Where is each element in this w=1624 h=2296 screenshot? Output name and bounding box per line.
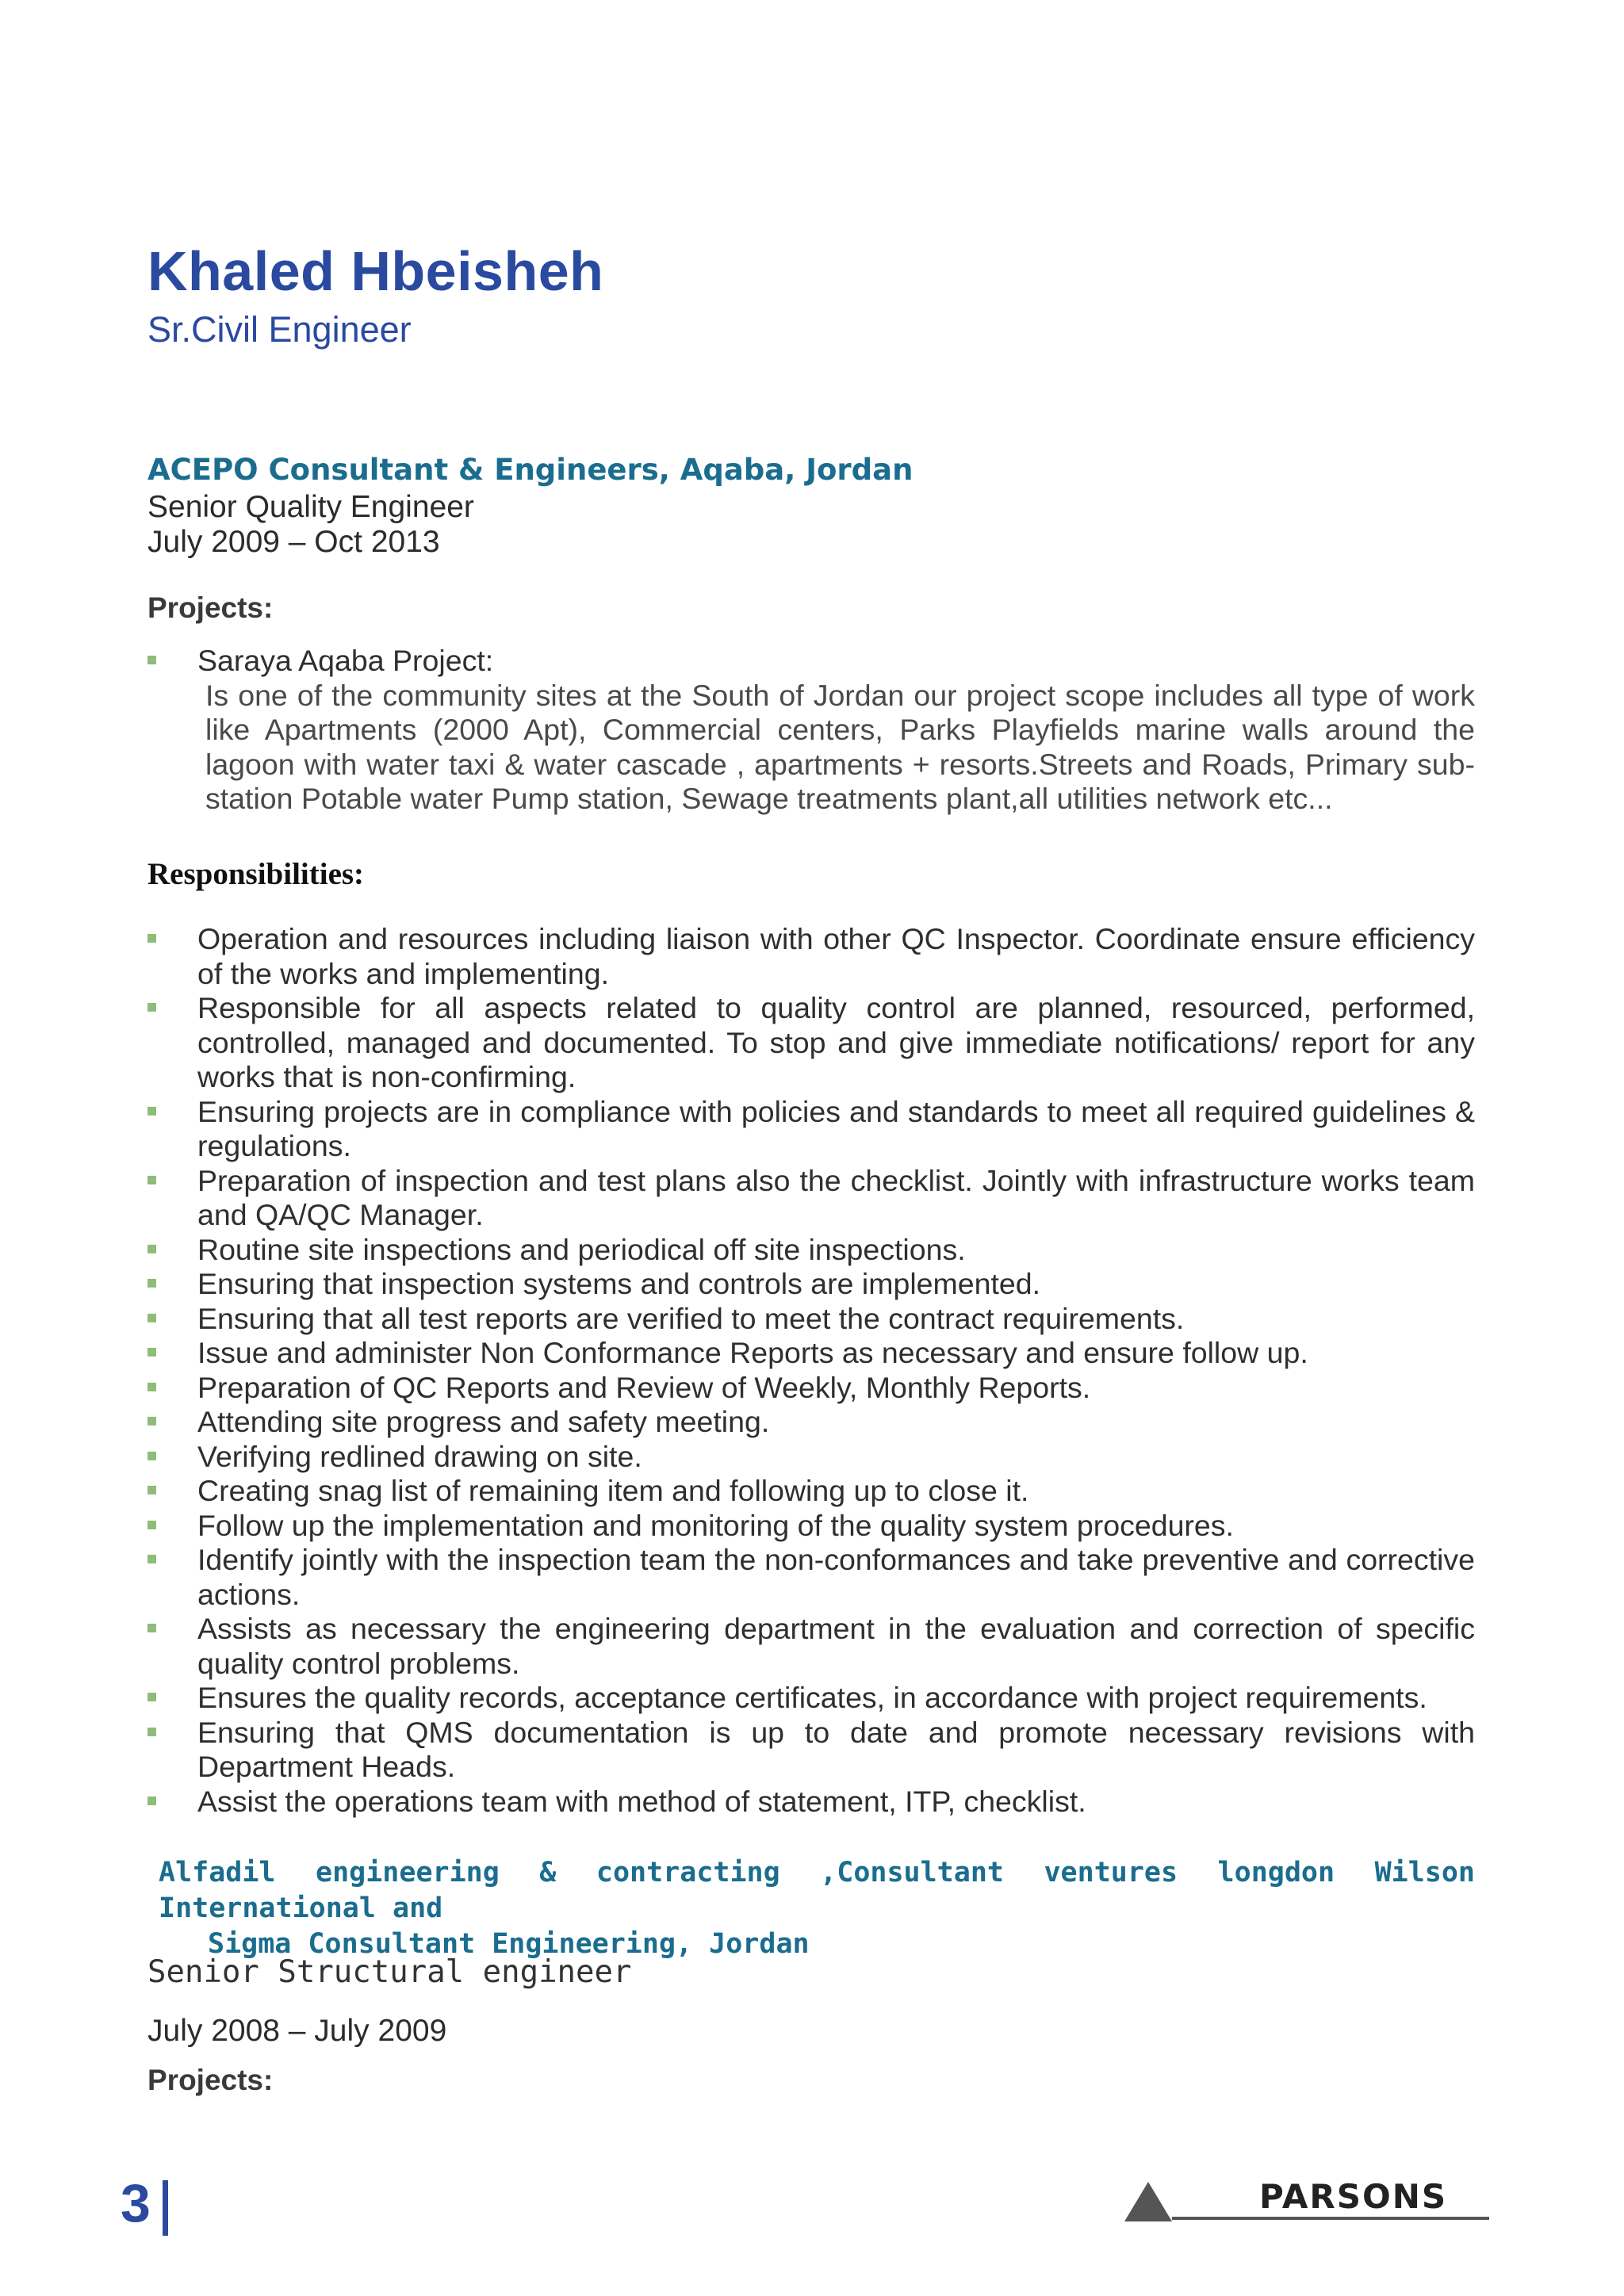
parsons-logo bbox=[1124, 2177, 1491, 2225]
square-bullet-icon bbox=[147, 1521, 156, 1529]
responsibility-item bbox=[147, 1716, 1475, 1785]
project-title: Saraya Aqaba Project: bbox=[197, 644, 494, 677]
responsibility-text: Ensuring that inspection systems and controls are implemented. bbox=[197, 1267, 1041, 1300]
responsibility-item bbox=[147, 1371, 1475, 1406]
project-item bbox=[147, 644, 1475, 817]
square-bullet-icon bbox=[147, 1417, 156, 1425]
job1-period: July 2009 – Oct 2013 bbox=[147, 525, 440, 559]
responsibility-text: Routine site inspections and periodical off site inspections. bbox=[197, 1232, 966, 1266]
responsibility-text: Preparation of QC Reports and Review of Weekly, Monthly Reports. bbox=[197, 1370, 1091, 1404]
square-bullet-icon bbox=[147, 934, 156, 943]
job2-company bbox=[159, 1855, 1475, 1962]
job2-company-line2: Sigma Consultant Engineering, Jordan bbox=[208, 1928, 810, 1960]
page-number-bar bbox=[163, 2180, 168, 2236]
responsibility-item bbox=[147, 922, 1475, 991]
job2-period: July 2008 – July 2009 bbox=[147, 2014, 447, 2048]
square-bullet-icon bbox=[147, 1003, 156, 1012]
responsibility-text: Follow up the implementation and monitoring of the quality system procedures. bbox=[197, 1508, 1234, 1542]
square-bullet-icon bbox=[147, 1279, 156, 1288]
responsibility-item bbox=[147, 1095, 1475, 1164]
responsibility-text: Ensures the quality records, acceptance certificates, in accordance with project requirements. bbox=[197, 1681, 1427, 1714]
responsibility-item bbox=[147, 1302, 1475, 1337]
square-bullet-icon bbox=[147, 1486, 156, 1494]
square-bullet-icon bbox=[147, 1797, 156, 1805]
responsibility-item bbox=[147, 1785, 1475, 1820]
square-bullet-icon bbox=[147, 1107, 156, 1115]
responsibilities-list bbox=[147, 922, 1475, 1819]
responsibility-text: Ensuring that QMS documentation is up to date and promote necessary revisions with Department Heads. bbox=[197, 1715, 1475, 1783]
candidate-role: Sr.Civil Engineer bbox=[147, 309, 412, 350]
job2-title: Senior Structural engineer bbox=[147, 1954, 632, 1990]
project-description: Is one of the community sites at the South of Jordan our project scope includes all type of work like Apartments (2000 Apt), Commercial centers, Parks Playfields marine walls around the lagoon with water taxi & water cascade , apartments + resorts.Streets and Roads, Primary sub-station Potable water Pump station, Sewage treatments plant,all utilities network etc... bbox=[205, 678, 1475, 815]
responsibility-text: Preparation of inspection and test plans also the checklist. Jointly with infrastructure works team and QA/QC Manager. bbox=[197, 1163, 1475, 1231]
job1-title: Senior Quality Engineer bbox=[147, 490, 474, 524]
responsibility-item bbox=[147, 1267, 1475, 1302]
responsibility-item bbox=[147, 1543, 1475, 1612]
responsibility-item bbox=[147, 1509, 1475, 1544]
responsibility-item bbox=[147, 991, 1475, 1095]
responsibility-item bbox=[147, 1405, 1475, 1440]
square-bullet-icon bbox=[147, 1314, 156, 1322]
job1-project-list bbox=[147, 644, 1475, 817]
square-bullet-icon bbox=[147, 1728, 156, 1736]
square-bullet-icon bbox=[147, 1348, 156, 1357]
logo-text: PARSONS bbox=[1259, 2177, 1448, 2216]
responsibility-item bbox=[147, 1612, 1475, 1681]
logo-underline bbox=[1172, 2217, 1489, 2220]
responsibility-item bbox=[147, 1474, 1475, 1509]
responsibility-text: Attending site progress and safety meeting. bbox=[197, 1405, 770, 1438]
responsibility-text: Verifying redlined drawing on site. bbox=[197, 1439, 642, 1473]
responsibility-text: Assist the operations team with method of statement, ITP, checklist. bbox=[197, 1784, 1086, 1818]
responsibility-text: Creating snag list of remaining item and following up to close it. bbox=[197, 1474, 1029, 1507]
responsibility-item bbox=[147, 1336, 1475, 1371]
responsibility-text: Ensuring that all test reports are verified to meet the contract requirements. bbox=[197, 1301, 1185, 1335]
square-bullet-icon bbox=[147, 1555, 156, 1563]
responsibility-text: Ensuring projects are in compliance with policies and standards to meet all required guidelines & regulations. bbox=[197, 1094, 1475, 1162]
responsibility-text: Operation and resources including liaison with other QC Inspector. Coordinate ensure efficiency of the works and implementing. bbox=[197, 922, 1475, 990]
job1-company: ACEPO Consultant & Engineers, Aqaba, Jordan bbox=[147, 453, 914, 487]
responsibility-text: Issue and administer Non Conformance Reports as necessary and ensure follow up. bbox=[197, 1336, 1308, 1369]
responsibility-item bbox=[147, 1164, 1475, 1233]
job2-projects-label: Projects: bbox=[147, 2064, 274, 2096]
page-number: 3 bbox=[121, 2173, 151, 2233]
triangle-logo-icon bbox=[1124, 2182, 1172, 2221]
square-bullet-icon bbox=[147, 1624, 156, 1632]
responsibility-text: Identify jointly with the inspection team the non-conformances and take preventive and corrective actions. bbox=[197, 1543, 1475, 1611]
candidate-name: Khaled Hbeisheh bbox=[147, 240, 604, 302]
responsibility-item bbox=[147, 1440, 1475, 1475]
job1-projects-label: Projects: bbox=[147, 591, 274, 624]
responsibility-item bbox=[147, 1233, 1475, 1268]
responsibilities-heading: Responsibilities: bbox=[147, 857, 365, 891]
square-bullet-icon bbox=[147, 1452, 156, 1460]
square-bullet-icon bbox=[147, 1245, 156, 1253]
square-bullet-icon bbox=[147, 1383, 156, 1391]
square-bullet-icon bbox=[147, 1693, 156, 1701]
responsibility-text: Assists as necessary the engineering department in the evaluation and correction of specific quality control problems. bbox=[197, 1612, 1475, 1680]
job2-company-line1: Alfadil engineering & contracting ,Consultant ventures longdon Wilson International and bbox=[159, 1857, 1475, 1924]
responsibility-text: Responsible for all aspects related to quality control are planned, resourced, performed, controlled, managed and documented. To stop and give immediate notifications/ report for any works that is non-confirming. bbox=[197, 991, 1475, 1093]
square-bullet-icon bbox=[147, 1176, 156, 1184]
responsibility-item bbox=[147, 1681, 1475, 1716]
square-bullet-icon bbox=[147, 656, 156, 664]
